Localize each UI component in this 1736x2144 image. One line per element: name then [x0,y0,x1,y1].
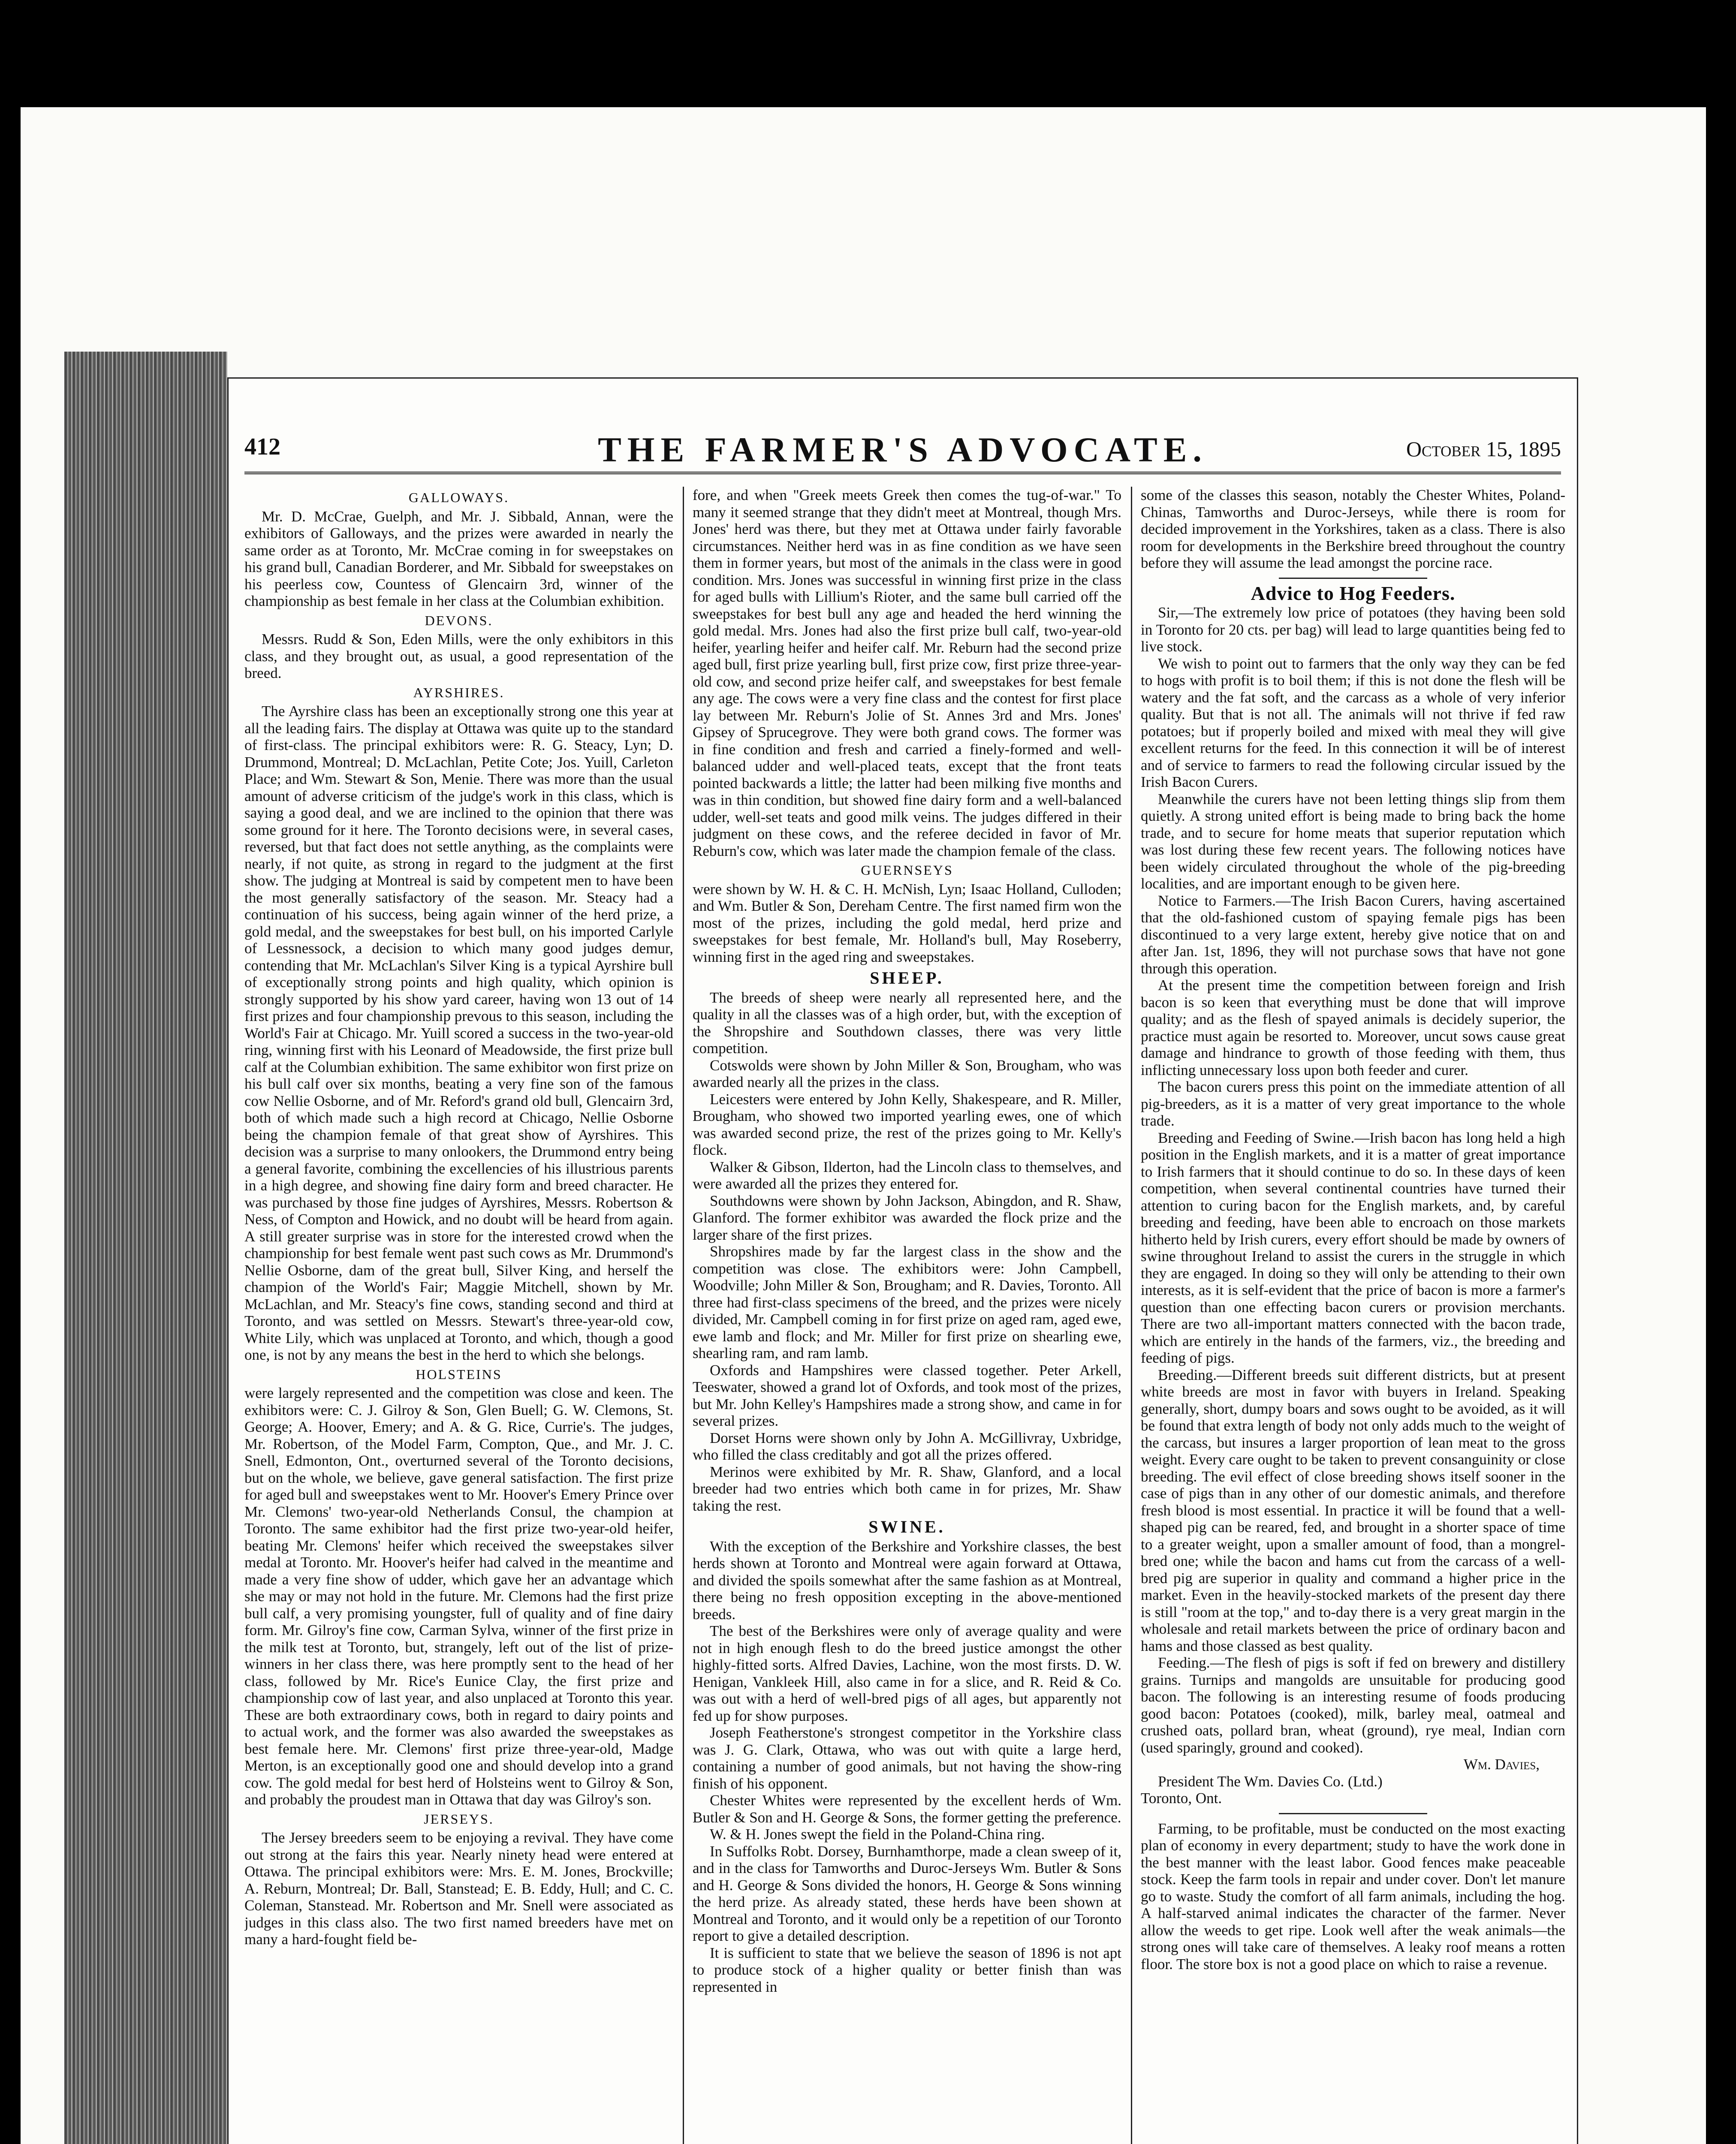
paragraph: Messrs. Rudd & Son, Eden Mills, were the only exhibitors in this class, and they brought out, as usual, a good representation of the breed. [244,631,673,681]
article-title-advice-to-hog-feeders: Advice to Hog Feeders. [1251,582,1456,604]
paragraph: Farming, to be profitable, must be conducted on the most exacting plan of economy in every department; study to have the work done in the best manner with the least labor. Good fences make peaceable stock. Keep the farm tools in repair and under cover. Don't let manure go to waste. Study the comfort of all farm animals, including the hog. A half-starved animal indicates the character of the farmer. Never allow the weeds to get ripe. Look well after the weak animals—the strong ones will take care of themselves. A leaky roof means a rotten floor. The store box is not a good place on which to raise a revenue. [1141,1820,1565,1972]
signature-name: Wm. Davies, [1463,1756,1540,1773]
paragraph: Cotswolds were shown by John Miller & Son, Brougham, who was awarded nearly all the prizes in the class. [693,1057,1121,1090]
paragraph: Dorset Horns were shown only by John A. McGillivray, Uxbridge, who filled the class creditably and got all the prizes offered. [693,1429,1121,1463]
paragraph: Notice to Farmers.—The Irish Bacon Curers, having ascertained that the old-fashioned custom of spaying female pigs has been discontinued to a very large extent, hereby give notice that on and after Jan. 1st, 1896, they will not purchase sows that have not gone through this operation. [1141,892,1565,977]
paragraph: were largely represented and the competition was close and keen. The exhibitors were: C. J. Gilroy & Son, Glen Buell; G. W. Clemons, St. George; A. Hoover, Emery; and A. & G. Rice, Currie's. The judges, Mr. Robertson, of the Model Farm, Compton, Que., and Mr. J. C. Snell, Edmonton, Ont., overturned several of the Toronto decisions, but on the whole, we believe, gave general satisfaction. The first prize for aged bull and sweepstakes went to Mr. Hoover's Emery Prince over Mr. Clemons' two-year-old Netherlands Consul, the champion at Toronto. The same exhibitor had the first prize two-year-old heifer, beating Mr. Clemons' heifer which received the sweepstakes silver medal at Toronto. Mr. Hoover's heifer had calved in the meantime and made a very fine show of udder, which gave her an advantage which she may or may not hold in the future. Mr. Clemons had the first prize bull calf, a very promising youngster, full of quality and of fine dairy form. Mr. Gilroy's fine cow, Carman Sylva, winner of the first prize in the milk test at Toronto, but, strangely, left out of the list of prize-winners in her class there, was here promptly sent to the head of her class, followed by Mr. Rice's Eunice Clay, the first prize and championship cow of last year, and also unplaced at Toronto this year. These are both extraordinary cows, both in regard to dairy points and to actual work, and the former was also awarded the sweepstakes as best female here. Mr. Clemons' first prize three-year-old, Madge Merton, is an exceptionally good one and should develop into a grand cow. The gold medal for best herd of Holsteins went to Gilroy & Son, and probably the proudest man in Ottawa that day was Gilroy's son. [244,1385,673,1808]
section-heading-galloways: GALLOWAYS. [408,490,509,505]
section-heading-holsteins: HOLSTEINS [416,1366,502,1382]
column-rule [1131,487,1132,2144]
masthead-title: THE FARMER'S ADVOCATE. [598,430,1208,469]
paragraph: Leicesters were entered by John Kelly, Shakespeare, and R. Miller, Brougham, who showed two imported yearling ewes, one of which was awarded second prize, the rest of the prizes going to Mr. Kelly's flock. [693,1090,1121,1158]
page-header [244,430,1561,474]
paragraph: W. & H. Jones swept the field in the Poland-China ring. [710,1826,1045,1843]
issue-date: October 15, 1895 [1406,437,1561,461]
section-heading-jerseys: JERSEYS. [424,1811,494,1827]
paragraph: In Suffolks Robt. Dorsey, Burnhamthorpe, made a clean sweep of it, and in the class for Tamworths and Duroc-Jerseys Wm. Butler & Sons and H. George & Sons divided the honors, H. George & Sons winning the herd prize. As already stated, these herds have been shown at Montreal and Toronto, and it would only be a repetition of our Toronto report to give a detailed description. [693,1843,1121,1944]
signature-title: President The Wm. Davies Co. (Ltd.) [1158,1773,1383,1790]
column-1 [244,487,673,2144]
newspaper-page [227,377,1578,2144]
paragraph: The Ayrshire class has been an exceptionally strong one this year at all the leading fairs. The display at Ottawa was quite up to the standard of first-class. The principal exhibitors were: R. G. Steacy, Lyn; D. Drummond, Montreal; D. McLachlan, Petite Cote; Jos. Yuill, Carleton Place; and Wm. Stewart & Son, Menie. There was more than the usual amount of adverse criticism of the judge's work in this class, which is saying a good deal, and we are inclined to the opinion that there was some ground for it here. The Toronto decisions were, in several cases, reversed, but that fact does not settle anything, as the complaints were nearly, if not quite, as strong in regard to the judgment at the first show. The judging at Montreal is said by competent men to have been the most generally satisfactory of the season. Mr. Steacy had a continuation of his success, being again winner of the herd prize, a gold medal, and the sweepstakes for best bull, on his imported Carlyle of Lessnessock, a decision to which many good judges demur, contending that Mr. McLachlan's Silver King is a typical Ayrshire bull of exceptionally strong points and high quality, which opinion is strongly supported by his show yard career, having won 13 out of 14 first prizes and four championship prevous to this season, including the World's Fair at Chicago. Mr. Yuill scored a success in the two-year-old ring, winning first with his Leonard of Meadowside, the first prize bull calf at the Columbian exhibition. The same exhibitor won first prize on his bull calf over six months, beating a very fine son of the famous cow Nellie Osborne, and of Mr. Reford's grand old bull, Glencairn 3rd, both of which made such a high record at Chicago, Nellie Osborne being the champion female of that great show of Ayrshires. This decision was a surprise to many onlookers, the Drummond entry being a general favorite, combining the excellencies of his illustrious parents in a high degree, and showing fine dairy form and breed character. He was purchased by those fine judges of Ayrshires, Messrs. Robertson & Ness, of Compton and Howick, and no doubt will be heard from again. A still greater surprise was in store for the interested crowd when the championship for best female went past such cows as Mr. Drummond's Nellie Osborne, dam of the great bull, Silver King, and herself the champion of the World's Fair; Maggie Mitchell, shown by Mr. McLachlan, and Mr. Steacy's fine cows, standing second and third at Toronto, and was settled on Messrs. Stewart's three-year-old cow, White Lily, which was unplaced at Toronto, and which, though a good one, is not by any means the best in the herd to which she belongs. [244,703,673,1363]
book-binding-edge [64,352,227,2144]
paragraph: Merinos were exhibited by Mr. R. Shaw, Glanford, and a local breeder had two entries which both came in for prizes, Mr. Shaw taking the rest. [693,1463,1121,1514]
paragraph: Shropshires made by far the largest class in the show and the competition was close. The exhibitors were: John Campbell, Woodville; John Miller & Son, Brougham; and R. Davies, Toronto. All three had first-class specimens of the breed, and the prizes were nicely divided, Mr. Campbell coming in for first prize on aged ram, aged ewe, ewe lamb and flock; and Mr. Miller for first prize on shearling ewe, shearling ram, and ram lamb. [693,1243,1121,1361]
paragraph: Walker & Gibson, Ilderton, had the Lincoln class to themselves, and were awarded all the prizes they entered for. [693,1158,1121,1192]
section-heading-sheep: SHEEP. [870,968,944,988]
paragraph: Breeding and Feeding of Swine.—Irish bacon has long held a high position in the English markets, and it is a matter of great importance to Irish farmers that it should continue to do so. In these days of keen competition, when several continental countries have turned their attention to curing bacon for the English markets, and, by careful breeding and feeding, have been able to encroach on those markets hitherto held by Irish curers, every effort should be made by owners of swine throughout Ireland to assist the curers in the struggle in which they are engaged. In doing so they will only be attending to their own interests, as it is self-evident that the price of bacon is more a farmer's question than one effecting bacon curers or provision merchants. There are two all-important matters connected with the bacon trade, which are entirely in the hands of the farmers, viz., the breeding and feeding of pigs. [1141,1129,1565,1366]
section-heading-guernseys: GUERNSEYS [861,862,953,878]
paragraph: Feeding.—The flesh of pigs is soft if fed on brewery and distillery grains. Turnips and mangolds are unsuitable for producing good bacon. The following is an interesting resume of foods producing good bacon: Potatoes (cooked), milk, barley meal, oatmeal and crushed oats, pollard bran, wheat (ground), rye meal, Indian corn (used sparingly, ground and cooked). [1141,1654,1565,1756]
paragraph: We wish to point out to farmers that the only way they can be fed to hogs with profit is to boil them; if this is not done the flesh will be watery and the fat soft, and the carcass as a whole of very inferior quality. But that is not all. The animals will not thrive if fed raw potatoes; but if properly boiled and mixed with meal they will give excellent returns for the feed. In this connection it will be of interest and of service to farmers to read the following circular issued by the Irish Bacon Curers. [1141,655,1565,790]
divider [1279,1813,1428,1814]
paragraph: fore, and when "Greek meets Greek then comes the tug-of-war." To many it seemed strange that they didn't meet at Montreal, though Mrs. Jones' herd was there, but they met at Ottawa under fairly favorable circumstances. Neither herd was in as fine condition as we have seen them in former years, but most of the animals in the class were in good condition. Mrs. Jones was successful in winning first prize in the class for aged bulls with Lillium's Rioter, and the same bull carried off the sweepstakes for best bull any age and headed the herd winning the gold medal. Mrs. Jones had also the first prize bull calf, two-year-old heifer, yearling heifer and heifer calf. Mr. Reburn had the second prize aged bull, first prize yearling bull, first prize cow, first prize three-year-old cow, and second prize heifer calf, and sweepstakes for best female any age. The cows were a very fine class and the contest for first place lay between Mr. Reburn's Jolie of St. Annes 3rd and Mrs. Jones' Gipsey of Sprucegrove. They were both grand cows. The former was in fine condition and fresh and carried a finely-formed and well-balanced udder and well-placed teats, except that the front teats pointed backwards a little; the latter had been milking five months and was in thin condition, but showed fine dairy form and a well-balanced udder, well-set teats and good milk veins. The judges differed in their judgment on these cows, and the referee decided in favor of Mr. Reburn's cow, which was later made the champion female of the class. [693,487,1121,859]
paragraph: Breeding.—Different breeds suit different districts, but at present white breeds are most in favor with buyers in Ireland. Speaking generally, short, dumpy boars and sows ought to be avoided, as it will be found that extra length of body not only adds much to the weight of the carcass, but insures a larger proportion of lean meat to the gross weight. Every care ought to be taken to prevent consanguinity or close breeding. The evil effect of close breeding shows itself sooner in the case of pigs than in any other of our domestic animals, and therefore fresh blood is most essential. In practice it will be found that a well-shaped pig can be reared, fed, and brought in a shorter space of time to a greater weight, upon a smaller amount of food, than a mongrel-bred one; while the bacon and hams cut from the carcass of a well-bred pig are superior in quality and command a higher price in the market. Even in the heavily-stocked markets of the present day there is still "room at the top," and to-day there is a very great margin in the wholesale and retail markets between the price of ordinary bacon and hams and those classed as best quality. [1141,1366,1565,1654]
section-heading-ayrshires: AYRSHIRES. [413,684,505,700]
paragraph: The Jersey breeders seem to be enjoying a revival. They have come out strong at the fairs this year. Nearly ninety head were entered at Ottawa. The principal exhibitors were: Mrs. E. M. Jones, Brockville; A. Reburn, Montreal; Dr. Ball, Stanstead; E. B. Eddy, Hull; and C. C. Coleman, Stanstead. Mr. Robertson and Mr. Snell were associated as judges in this class also. The two first named breeders have met on many a hard-fought field be- [244,1829,673,1948]
paragraph: With the exception of the Berkshire and Yorkshire classes, the best herds shown at Toronto and Montreal were again forward at Ottawa, and divided the spoils somewhat after the same fashion as at Montreal, there being no fresh opposition excepting in the above-mentioned breeds. [693,1538,1121,1623]
column-3 [1141,487,1565,2144]
section-heading-devons: DEVONS. [425,612,493,628]
paragraph: The bacon curers press this point on the immediate attention of all pig-breeders, as it is a matter of very great importance to the whole trade. [1141,1078,1565,1129]
paragraph: Chester Whites were represented by the excellent herds of Wm. Butler & Son and H. George & Sons, the former getting the preference. [693,1792,1121,1826]
paragraph: Joseph Featherstone's strongest competitor in the Yorkshire class was J. G. Clark, Ottawa, who was out with quite a large herd, containing a number of good animals, but not having the show-ring finish of his opponent. [693,1724,1121,1792]
signature-place: Toronto, Ont. [1141,1790,1222,1807]
paragraph: Southdowns were shown by John Jackson, Abingdon, and R. Shaw, Glanford. The former exhibitor was awarded the flock prize and the larger share of the first prizes. [693,1192,1121,1243]
paragraph: Meanwhile the curers have not been letting things slip from them quietly. A strong united effort is being made to bring back the home trade, and to secure for home meats that superior reputation which was lost during these few recent years. The following notices have been widely circulated throughout the whole of the pig-breeding localities, and are important enough to be given here. [1141,790,1565,892]
divider [1279,578,1428,579]
paragraph: some of the classes this season, notably the Chester Whites, Poland-Chinas, Tamworths and Duroc-Jerseys, while there is room for decided improvement in the Yorkshires, taken as a class. There is also room for developments in the Berkshire breed throughout the country before they will assume the lead amongst the porcine race. [1141,487,1565,571]
column-rule [683,487,684,2144]
paragraph: Oxfords and Hampshires were classed together. Peter Arkell, Teeswater, showed a grand lot of Oxfords, and took most of the prizes, but Mr. John Kelley's Hampshires made a strong show, and came in for several prizes. [693,1361,1121,1429]
paragraph: The breeds of sheep were nearly all represented here, and the quality in all the classes was of a high order, but, with the exception of the Shropshire and Southdown classes, there was very little competition. [693,989,1121,1057]
paragraph: It is sufficient to state that we believe the season of 1896 is not apt to produce stock of a higher quality or better finish than was represented in [693,1944,1121,1995]
paragraph: At the present time the competition between foreign and Irish bacon is so keen that everything must be done that will improve quality; and as the flesh of spayed animals is decidely superior, the practice must again be resorted to. Moreover, uncut sows cause great damage and hindrance to growth of those feeding with them, thus inflicting unnecessary loss upon both feeder and curer. [1141,977,1565,1078]
paragraph: Mr. D. McCrae, Guelph, and Mr. J. Sibbald, Annan, were the exhibitors of Galloways, and the prizes were awarded in nearly the same order as at Toronto, Mr. McCrae coming in for sweepstakes on his grand bull, Canadian Borderer, and Mr. Sibbald for sweepstakes on his peerless cow, Countess of Glencairn 3rd, winner of the championship as best female in her class at the Columbian exhibition. [244,508,673,609]
paragraph: Sir,—The extremely low price of potatoes (they having been sold in Toronto for 20 cts. per bag) will lead to large quantities being fed to live stock. [1141,604,1565,655]
column-2 [693,487,1121,2144]
section-heading-swine: SWINE. [868,1517,946,1536]
paragraph: The best of the Berkshires were only of average quality and were not in high enough flesh to do the breed justice amongst the other highly-fitted sorts. Alfred Davies, Lachine, won the most firsts. D. W. Henigan, Vankleek Hill, also came in for a slice, and R. Reid & Co. was out with a herd of well-bred pigs of all ages, but apparently not fed up for show purposes. [693,1623,1121,1724]
paragraph: were shown by W. H. & C. H. McNish, Lyn; Isaac Holland, Culloden; and Wm. Butler & Son, Dereham Centre. The first named firm won the most of the prizes, including the gold medal, herd prize and sweepstakes for best female, Mr. Holland's bull, May Roseberry, winning first in the aged ring and sweepstakes. [693,880,1121,965]
page-number: 412 [244,434,280,460]
